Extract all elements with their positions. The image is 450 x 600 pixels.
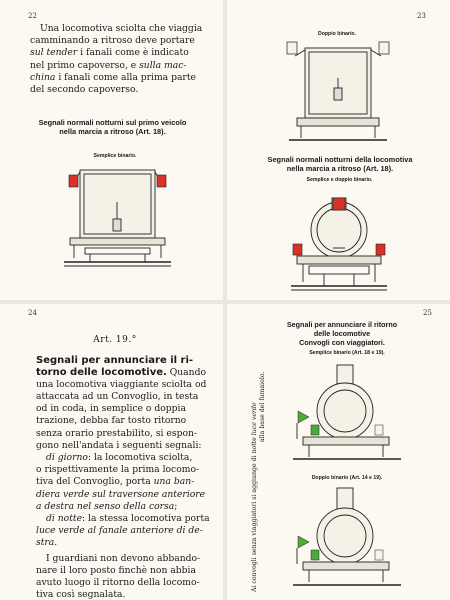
text-line [36,513,212,525]
figure-label: Doppio binario (Art. 14 e 19). [311,475,383,481]
white-lamp-left [287,42,297,54]
figure-label: Doppio binario. [317,31,357,37]
caption-line: Convogli con viaggiatori. [299,337,385,347]
figure-caption [20,118,205,136]
text-line [30,60,208,72]
emphasis: sul tender [30,47,78,59]
page-number: 22 [28,12,37,20]
vertical-note-line [251,372,259,592]
text-run: : la locomotiva sciolta, [87,451,193,463]
text-line: od in coda, in semplice o doppia [36,403,186,415]
page-number: 24 [28,309,37,317]
heading-line: torno delle locomotive. [36,366,167,378]
text-run: i fanali come alla prima parte [55,71,196,83]
red-lamp-right [376,244,385,255]
text-line [36,525,212,537]
emphasis: di giorno [46,451,88,463]
green-flag [298,536,309,548]
lamp-right [375,550,383,560]
lamp-right [375,425,383,435]
page-number: 23 [417,12,426,20]
page-22-text [30,23,208,96]
green-lamp [311,550,319,560]
emphasis: china [30,71,56,83]
emphasis: di notte [46,512,83,524]
text-line [36,537,212,549]
page-number: 25 [423,309,432,317]
green-lamp [311,425,319,435]
emphasis: luce verde [251,402,258,436]
text-run: i fanali come è indicato [77,47,189,59]
locomotive-front-illustration [289,186,389,298]
text-line [36,476,212,488]
caption-line: nella marcia a ritroso (Art. 18). [286,164,394,173]
tender-rear-illustration [60,162,175,277]
text-run: . [54,537,58,549]
text-line [36,367,212,379]
text-line: del secondo capoverso. [30,84,139,96]
figure-label: Semplice binario (Art. 18 e 19). [309,350,385,356]
emphasis: luce verde al fanale anteriore di de- [36,525,203,537]
locomotive-green-flag-illustration [289,359,409,464]
emphasis: una ban- [153,476,195,488]
text-line: nare il loro posto finchè non abbia [36,564,196,576]
text-run: Quando [166,366,206,378]
text-run: Ai convogli senza viaggiatori si aggiunge di notte [251,435,258,592]
text-line: una locomotiva viaggiante sciolta od [36,378,207,390]
text-run: nel primo capoverso, e [30,59,140,71]
emphasis: a destra nel senso della corsa [36,500,175,512]
caption-line: delle locomotive [313,328,371,338]
figure-caption [245,155,435,173]
text-line: trazione, debba far tosto ritorno [36,415,187,427]
figure-label: Semplice e doppio binario. [306,177,373,183]
text-line: gono nell'andata i seguenti segnali: [36,439,202,451]
emphasis: stra [36,537,55,549]
figure-label: Semplice binario. [93,153,137,159]
section-heading [36,355,216,367]
white-lamp-right [379,42,389,54]
emphasis: sulla mac- [139,59,187,71]
red-lamp-chimney [333,198,345,210]
text-line [36,489,212,501]
text-run: ; [174,500,178,512]
text-line: tiva così segnalata. [36,589,126,600]
green-flag [298,411,309,423]
page-24-text [36,367,212,600]
double-track-tender-illustration [283,38,393,148]
red-lamp-right [157,175,166,187]
text-line: senza orario prestabilito, si espon- [36,427,198,439]
caption-line: Segnali normali notturni della locomotiva [267,155,413,164]
text-line: avuto luogo il ritorno della locomo- [36,576,200,588]
text-line [36,501,212,513]
text-line: attaccata ad un Convoglio, in testa [36,390,199,402]
text-line [36,452,212,464]
caption-line: Segnali normali notturni sul primo veicolo [38,118,187,127]
text-line [30,47,208,59]
figure-caption [252,321,432,347]
text-line [30,72,208,84]
article-number: Art. 19.° [93,335,137,345]
vertical-note-line: alla base del fumaiolo. [259,371,266,442]
caption-line: nella marcia a ritroso (Art. 18). [59,127,166,136]
red-lamp-left [293,244,302,255]
text-line: I guardiani non devono abbando- [46,552,201,564]
text-line: camminando a ritroso deve portare [30,35,195,47]
caption-line: Segnali per annunciare il ritorno [286,320,398,329]
text-run: tiva del Convoglio, porta [36,476,154,488]
page-24 [0,304,223,600]
text-line: Una locomotiva sciolta che viaggia [40,23,203,34]
page-22 [0,0,223,300]
red-lamp-left [69,175,78,187]
text-line: o rispettivamente la prima locomo- [36,464,200,476]
heading-line: Segnali per annunciare il ri- [36,355,194,366]
page-25 [227,304,450,600]
page-23 [227,0,450,300]
text-run: : la stessa locomotiva porta [82,512,210,524]
emphasis: diera verde sul traversone anteriore [36,488,206,500]
vertical-note [251,372,267,592]
locomotive-double-track-illustration [289,484,409,594]
